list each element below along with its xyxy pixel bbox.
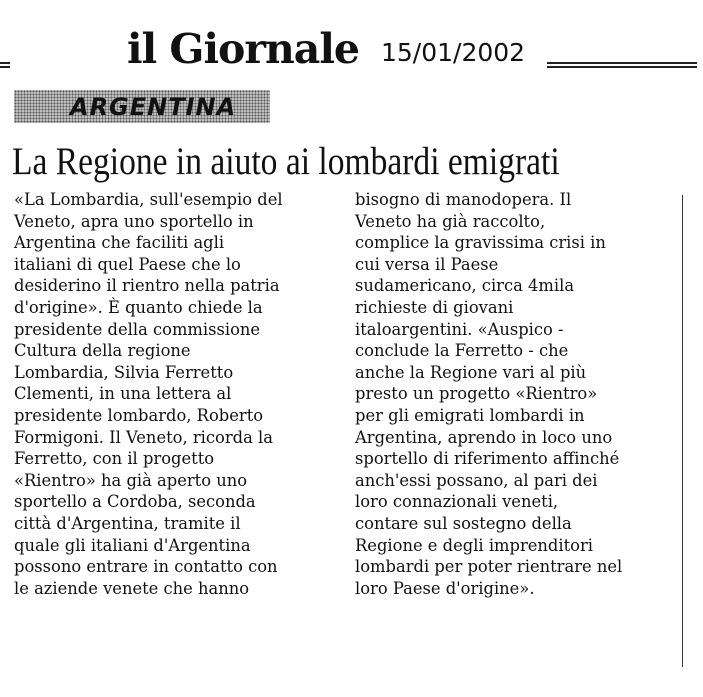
article-line: Cultura della regione — [14, 341, 191, 362]
article-line: Argentina che faciliti agli — [14, 233, 225, 254]
section-label: ARGENTINA — [70, 93, 237, 121]
article-line: loro Paese d'origine». — [355, 578, 535, 599]
article-column-right — [355, 190, 672, 600]
masthead — [0, 24, 703, 80]
article-line: conclude la Ferretto - che — [355, 341, 569, 362]
article-line: bisogno di manodopera. Il — [355, 190, 572, 210]
article-line: cui versa il Paese — [355, 254, 499, 275]
article-line: presidente lombardo, Roberto — [14, 405, 264, 426]
article-line: sportello a Cordoba, seconda — [14, 492, 256, 513]
article-line: quale gli italiani d'Argentina — [14, 535, 251, 556]
article-column-left — [14, 190, 331, 600]
column-divider — [682, 195, 683, 667]
article-line: «Rientro» ha già aperto uno — [14, 470, 248, 491]
article-line: sportello di riferimento affinché — [355, 449, 620, 470]
article-line: presto un progetto «Rientro» — [355, 384, 598, 405]
masthead-rule-right — [547, 62, 697, 68]
article-line: le aziende venete che hanno — [14, 578, 250, 599]
masthead-rule-left — [0, 62, 10, 68]
article-line: per gli emigrati lombardi in — [355, 405, 585, 426]
article-line: contare sul sostegno della — [355, 513, 572, 534]
article-line: Argentina, aprendo in loco uno — [355, 427, 613, 448]
article-line: lombardi per poter rientrare nel — [355, 557, 623, 578]
article-line: italiani di quel Paese che lo — [14, 254, 241, 275]
article-line: sudamericano, circa 4mila — [355, 276, 575, 297]
article-headline: La Regione in aiuto ai lombardi emigrati — [12, 140, 560, 183]
article-line: anche la Regione vari al più — [355, 362, 587, 383]
article-line: anch'essi possano, al pari dei — [355, 470, 598, 491]
article-line: desiderino il rientro nella patria — [14, 276, 280, 297]
article-line: Veneto ha già raccolto, — [355, 211, 546, 232]
article-line: loro connazionali veneti, — [355, 492, 559, 513]
article-line: «La Lombardia, sull'esempio del — [14, 190, 283, 210]
article-line: Formigoni. Il Veneto, ricorda la — [14, 427, 273, 448]
article-line: richieste di giovani — [355, 297, 514, 318]
article-line: Clementi, in una lettera al — [14, 384, 232, 405]
article-line: possono entrare in contatto con — [14, 557, 278, 578]
article-line: complice la gravissima crisi in — [355, 233, 606, 254]
article-line: italoargentini. «Auspico - — [355, 319, 564, 340]
article-line: Veneto, apra uno sportello in — [14, 211, 254, 232]
newspaper-name: il Giornale — [127, 25, 359, 73]
article-line: città d'Argentina, tramite il — [14, 513, 241, 534]
article-line: Regione e degli imprenditori — [355, 535, 594, 556]
article-line: Ferretto, con il progetto — [14, 449, 215, 470]
publication-date: 15/01/2002 — [381, 38, 526, 67]
article-line: d'origine». È quanto chiede la — [14, 297, 263, 318]
article-line: Lombardia, Silvia Ferretto — [14, 362, 234, 383]
article-line: presidente della commissione — [14, 319, 261, 340]
